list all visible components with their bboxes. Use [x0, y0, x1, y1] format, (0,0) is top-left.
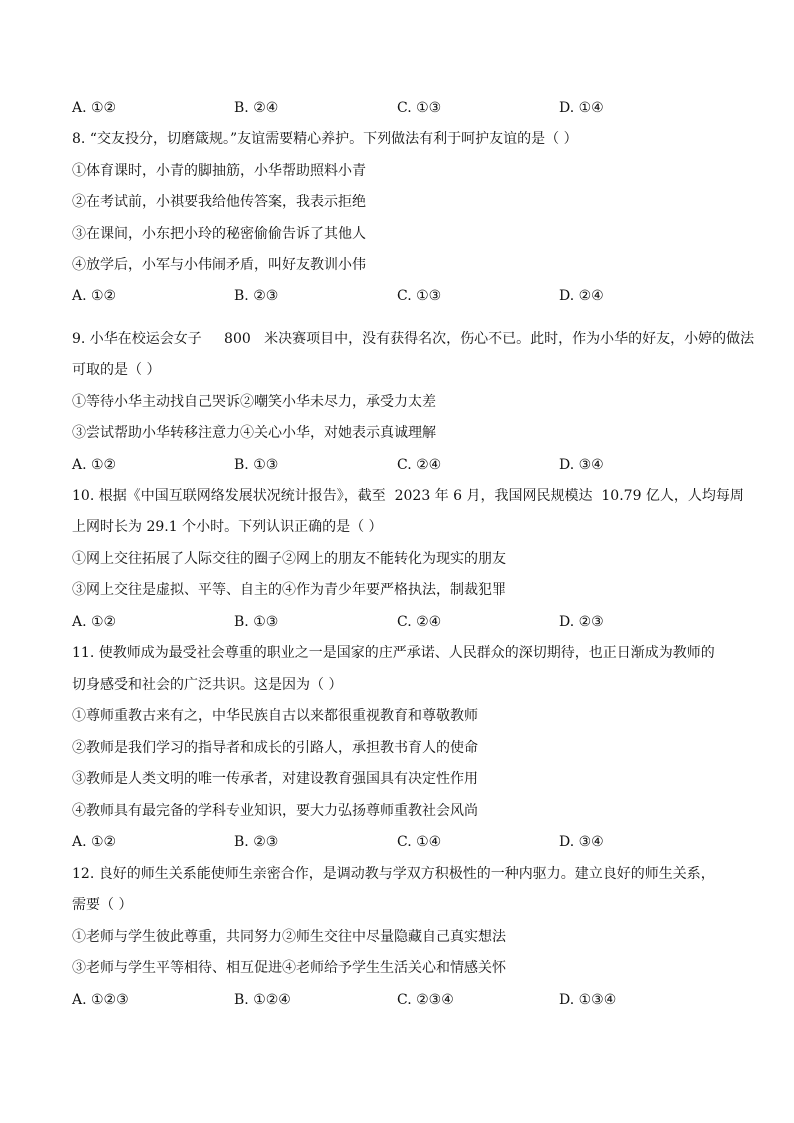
q7-option-a: A. ①②: [72, 100, 117, 116]
q7-options: [72, 98, 722, 118]
q10-item-1: ①网上交往拓展了人际交往的圈子②网上的朋友不能转化为现实的朋友: [72, 551, 506, 567]
q9-option-a: A. ①②: [72, 457, 117, 473]
q8-item-2: ②在考试前，小祺要我给他传答案，我表示拒绝: [72, 194, 366, 210]
q11-item-3: ③教师是人类文明的唯一传承者，对建设教育强国具有决定性作用: [72, 771, 478, 787]
q11-item-2: ②教师是我们学习的指导者和成长的引路人，承担教书育人的使命: [72, 740, 478, 756]
q12-options: [72, 990, 722, 1010]
q11-option-d: D. ③④: [559, 834, 604, 850]
q7-option-b: B. ②④: [234, 100, 279, 116]
q12-item-1: ①老师与学生彼此尊重，共同努力②师生交往中尽量隐藏自己真实想法: [72, 929, 506, 945]
q10-option-a: A. ①②: [72, 614, 117, 630]
q9-options: [72, 455, 722, 475]
q8-options: [72, 286, 722, 306]
q11-option-a: A. ①②: [72, 834, 117, 850]
q11-item-1: ①尊师重教古来有之，中华民族自古以来都很重视教育和尊敬教师: [72, 708, 478, 724]
q8-option-c: C. ①③: [397, 288, 442, 304]
q10-option-c: C. ②④: [397, 614, 442, 630]
q10-options: [72, 612, 722, 632]
q10-stem-line-1: 10. 根据《中国互联网络发展状况统计报告》，截至 2023 年 6 月，我国网民规模达 10.79 亿人，人均每周: [72, 488, 744, 504]
q9-option-c: C. ②④: [397, 457, 442, 473]
q8-item-3: ③在课间，小东把小玲的秘密偷偷告诉了其他人: [72, 226, 366, 242]
q12-option-a: A. ①②③: [72, 992, 129, 1008]
q9-option-b: B. ①③: [234, 457, 279, 473]
q12-option-d: D. ①③④: [559, 992, 617, 1008]
q12-option-b: B. ①②④: [234, 992, 291, 1008]
q9-stem-line-2: 可取的是（ ）: [72, 362, 161, 378]
q10-stem-line-2: 上网时长为 29.1 个小时。下列认识正确的是（ ）: [72, 519, 383, 535]
q11-stem-line-1: 11. 使教师成为最受社会尊重的职业之一是国家的庄严承诺、人民群众的深切期待，也正日渐成为教师的: [72, 645, 715, 661]
q9-stem-line-1: 9. 小华在校运会女子 800 米决赛项目中，没有获得名次，伤心不已。此时，作为小华的好友，小婷的做法: [72, 331, 755, 347]
q8-item-4: ④放学后，小军与小伟闹矛盾，叫好友教训小伟: [72, 257, 366, 273]
q12-option-c: C. ②③④: [397, 992, 454, 1008]
q9-option-d: D. ③④: [559, 457, 604, 473]
q10-option-d: D. ②③: [559, 614, 604, 630]
q8-option-a: A. ①②: [72, 288, 117, 304]
q9-item-1: ①等待小华主动找自己哭诉②嘲笑小华未尽力，承受力太差: [72, 394, 436, 410]
q11-item-4: ④教师具有最完备的学科专业知识，要大力弘扬尊师重教社会风尚: [72, 803, 478, 819]
q8-item-1: ①体育课时，小青的脚抽筋，小华帮助照料小青: [72, 163, 366, 179]
q7-option-c: C. ①③: [397, 100, 442, 116]
q10-option-b: B. ①③: [234, 614, 279, 630]
q8-option-d: D. ②④: [559, 288, 604, 304]
q12-stem-line-2: 需要（ ）: [72, 897, 133, 913]
q11-options: [72, 832, 722, 852]
q10-item-2: ③网上交往是虚拟、平等、自主的④作为青少年要严格执法，制裁犯罪: [72, 582, 506, 598]
q12-item-2: ③老师与学生平等相待、相互促进④老师给予学生生活关心和情感关怀: [72, 960, 506, 976]
q11-option-c: C. ①④: [397, 834, 442, 850]
q7-option-d: D. ①④: [559, 100, 604, 116]
q12-stem-line-1: 12. 良好的师生关系能使师生亲密合作，是调动教与学双方积极性的一种内驱力。建立良好的师生关系，: [72, 866, 715, 882]
q8-stem: 8. “交友投分，切磨箴规。”友谊需要精心养护。下列做法有利于呵护友谊的是（ ）: [72, 131, 578, 147]
q8-option-b: B. ②③: [234, 288, 279, 304]
q9-item-2: ③尝试帮助小华转移注意力④关心小华，对她表示真诚理解: [72, 425, 436, 441]
q11-stem-line-2: 切身感受和社会的广泛共识。这是因为（ ）: [72, 677, 343, 693]
q11-option-b: B. ②③: [234, 834, 279, 850]
